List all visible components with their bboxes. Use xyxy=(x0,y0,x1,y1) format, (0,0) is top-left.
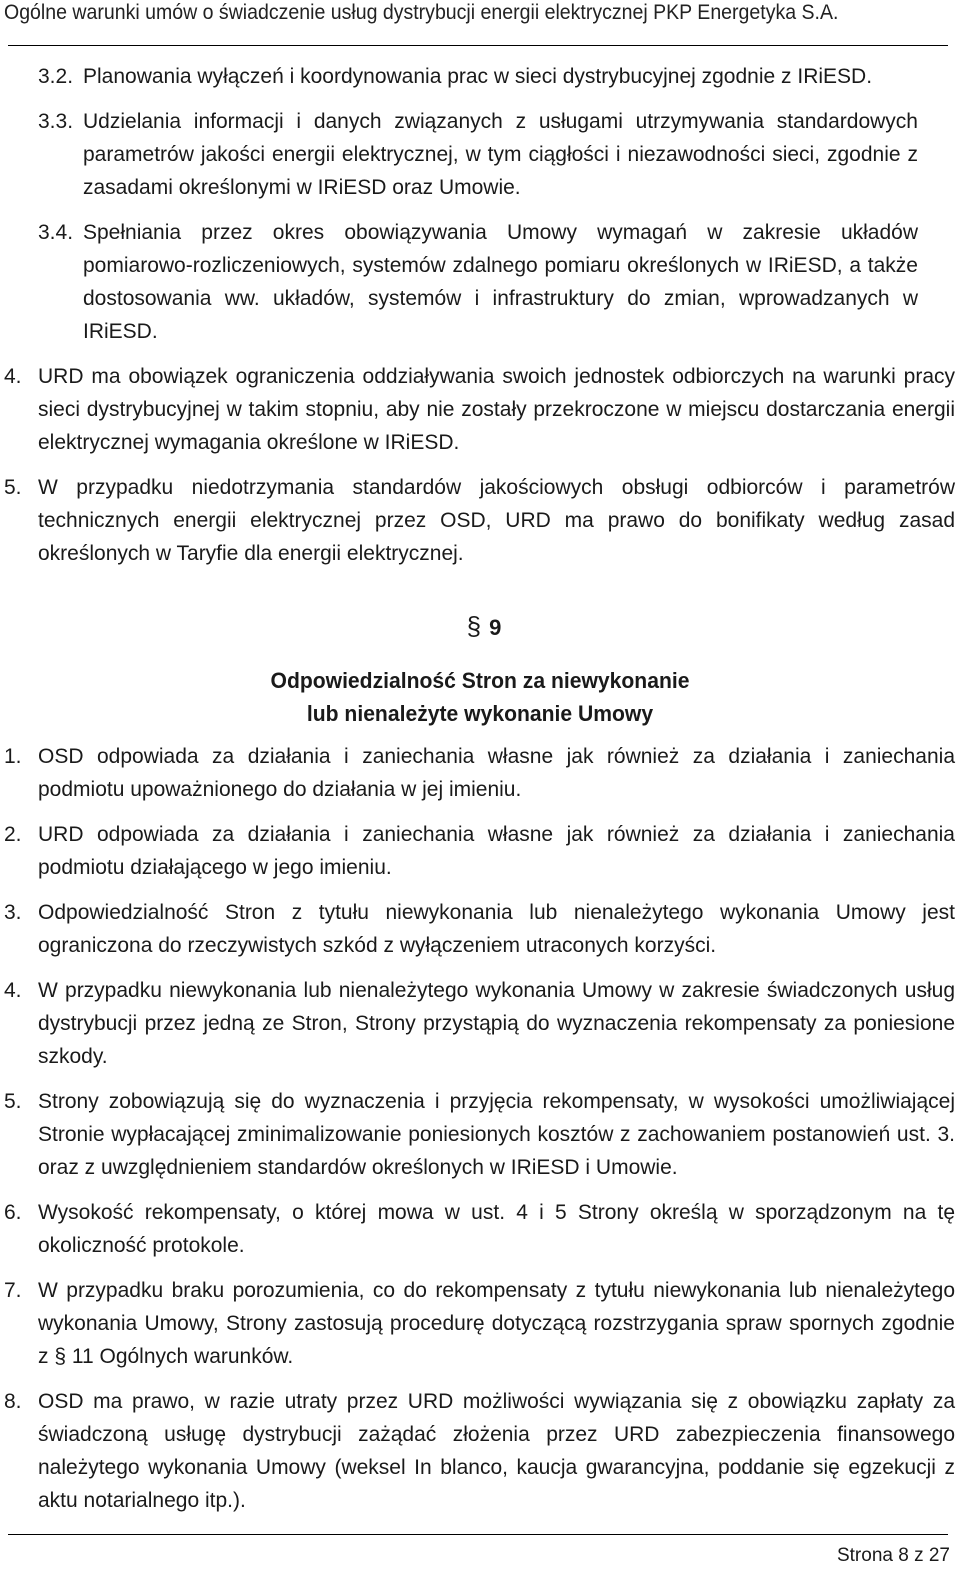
header-divider xyxy=(8,45,948,46)
item-text: Planowania wyłączeń i koordynowania prac w sieci dystrybucyjnej zgodnie z IRiESD. xyxy=(83,65,873,88)
section-item-2 xyxy=(4,818,955,884)
item-number: 3.2. xyxy=(38,65,74,88)
section-item-7 xyxy=(4,1274,955,1373)
section-title xyxy=(0,664,960,730)
section-title-line-2: lub nienależyte wykonanie Umowy xyxy=(306,701,654,726)
section-item-3 xyxy=(4,896,955,962)
section-title-line-1: Odpowiedzialność Stron za niewykonanie xyxy=(270,668,690,693)
section-item-8 xyxy=(4,1385,955,1517)
section-heading xyxy=(0,608,960,644)
item-text: W przypadku braku porozumienia, co do rekompensaty z tytułu niewykonania lub nienależytego wykonania Umowy, Strony zastosują procedurę dotyczącą rozstrzygania spraw spornych zgodnie z § 11 Ogólnych warunków. xyxy=(38,1279,955,1368)
item-text: URD ma obowiązek ograniczenia oddziaływania swoich jednostek odbiorczych na warunki pracy sieci dystrybucyjnej w takim stopniu, aby nie zostały przekroczone w miejscu dostarczania energii elektrycznej wymagania określone w IRiESD. xyxy=(38,365,955,454)
document-header: Ogólne warunki umów o świadczenie usług dystrybucji energii elektrycznej PKP Energetyka S.A. xyxy=(4,1,839,24)
section-sign: § xyxy=(466,611,482,641)
item-number: 4. xyxy=(4,365,22,388)
item-number: 7. xyxy=(4,1279,22,1302)
sub-item-3-4 xyxy=(38,216,918,348)
item-text: Strony zobowiązują się do wyznaczenia i przyjęcia rekompensaty, w wysokości umożliwiającej Stronie wypłacającej zminimalizowanie poniesionych kosztów z zachowaniem postanowień ust. 3. oraz z uwzględnieniem standardów określonych w IRiESD i Umowie. xyxy=(38,1090,955,1179)
item-number: 8. xyxy=(4,1390,22,1413)
section-number: 9 xyxy=(489,615,502,640)
item-number: 6. xyxy=(4,1201,22,1224)
item-text: Odpowiedzialność Stron z tytułu niewykonania lub nienależytego wykonania Umowy jest ograniczona do rzeczywistych szkód z wyłączeniem utraconych korzyści. xyxy=(38,901,955,957)
item-number: 5. xyxy=(4,1090,22,1113)
item-text: Wysokość rekompensaty, o której mowa w ust. 4 i 5 Strony określą w sporządzonym na tę okoliczność protokole. xyxy=(38,1201,955,1257)
item-text: URD odpowiada za działania i zaniechania własne jak również za działania i zaniechania podmiotu działającego w jego imieniu. xyxy=(38,823,955,879)
section-item-4 xyxy=(4,974,955,1073)
section-item-5 xyxy=(4,1085,955,1184)
main-item-5 xyxy=(4,471,955,570)
section-item-6 xyxy=(4,1196,955,1262)
item-number: 3. xyxy=(4,901,22,924)
item-number: 1. xyxy=(4,745,22,768)
sub-item-3-3 xyxy=(38,105,918,204)
item-number: 4. xyxy=(4,979,22,1002)
item-number: 3.3. xyxy=(38,110,74,133)
item-text: W przypadku niedotrzymania standardów jakościowych obsługi odbiorców i parametrów technicznych energii elektrycznej przez OSD, URD ma prawo do bonifikaty według zasad określonych w Taryfie dla energii elektrycznej. xyxy=(38,476,955,565)
item-text: OSD ma prawo, w razie utraty przez URD możliwości wywiązania się z obowiązku zapłaty za świadczoną usługę dystrybucji zażądać złożenia przez URD zabezpieczenia finansowego należytego wykonania Umowy (weksel In blanco, kaucja gwarancyjna, poddanie się egzekucji z aktu notarialnego itp.). xyxy=(38,1390,955,1512)
item-number: 5. xyxy=(4,476,22,499)
item-text: OSD odpowiada za działania i zaniechania własne jak również za działania i zaniechania podmiotu upoważnionego do działania w jej imieniu. xyxy=(38,745,955,801)
item-number: 3.4. xyxy=(38,221,74,244)
item-number: 2. xyxy=(4,823,22,846)
section-item-1 xyxy=(4,740,955,806)
sub-item-3-2 xyxy=(38,60,918,93)
item-text: Udzielania informacji i danych związanych z usługami utrzymywania standardowych parametrów jakości energii elektrycznej, w tym ciągłości i niezawodności sieci, zgodnie z zasadami określonymi w IRiESD oraz Umowie. xyxy=(83,110,918,199)
item-text: W przypadku niewykonania lub nienależytego wykonania Umowy w zakresie świadczonych usług dystrybucji przez jedną ze Stron, Strony przystąpią do wyznaczenia rekompensaty za poniesione szkody. xyxy=(38,979,955,1068)
footer-divider xyxy=(8,1534,948,1535)
main-item-4 xyxy=(4,360,955,459)
item-text: Spełniania przez okres obowiązywania Umowy wymagań w zakresie układów pomiarowo-rozliczeniowych, systemów zdalnego pomiaru określonych w IRiESD, a także dostosowania ww. układów, systemów i infrastruktury do zmian, wprowadzanych w IRiESD. xyxy=(83,221,918,343)
page-number: Strona 8 z 27 xyxy=(836,1545,950,1566)
document-body xyxy=(0,60,960,1517)
